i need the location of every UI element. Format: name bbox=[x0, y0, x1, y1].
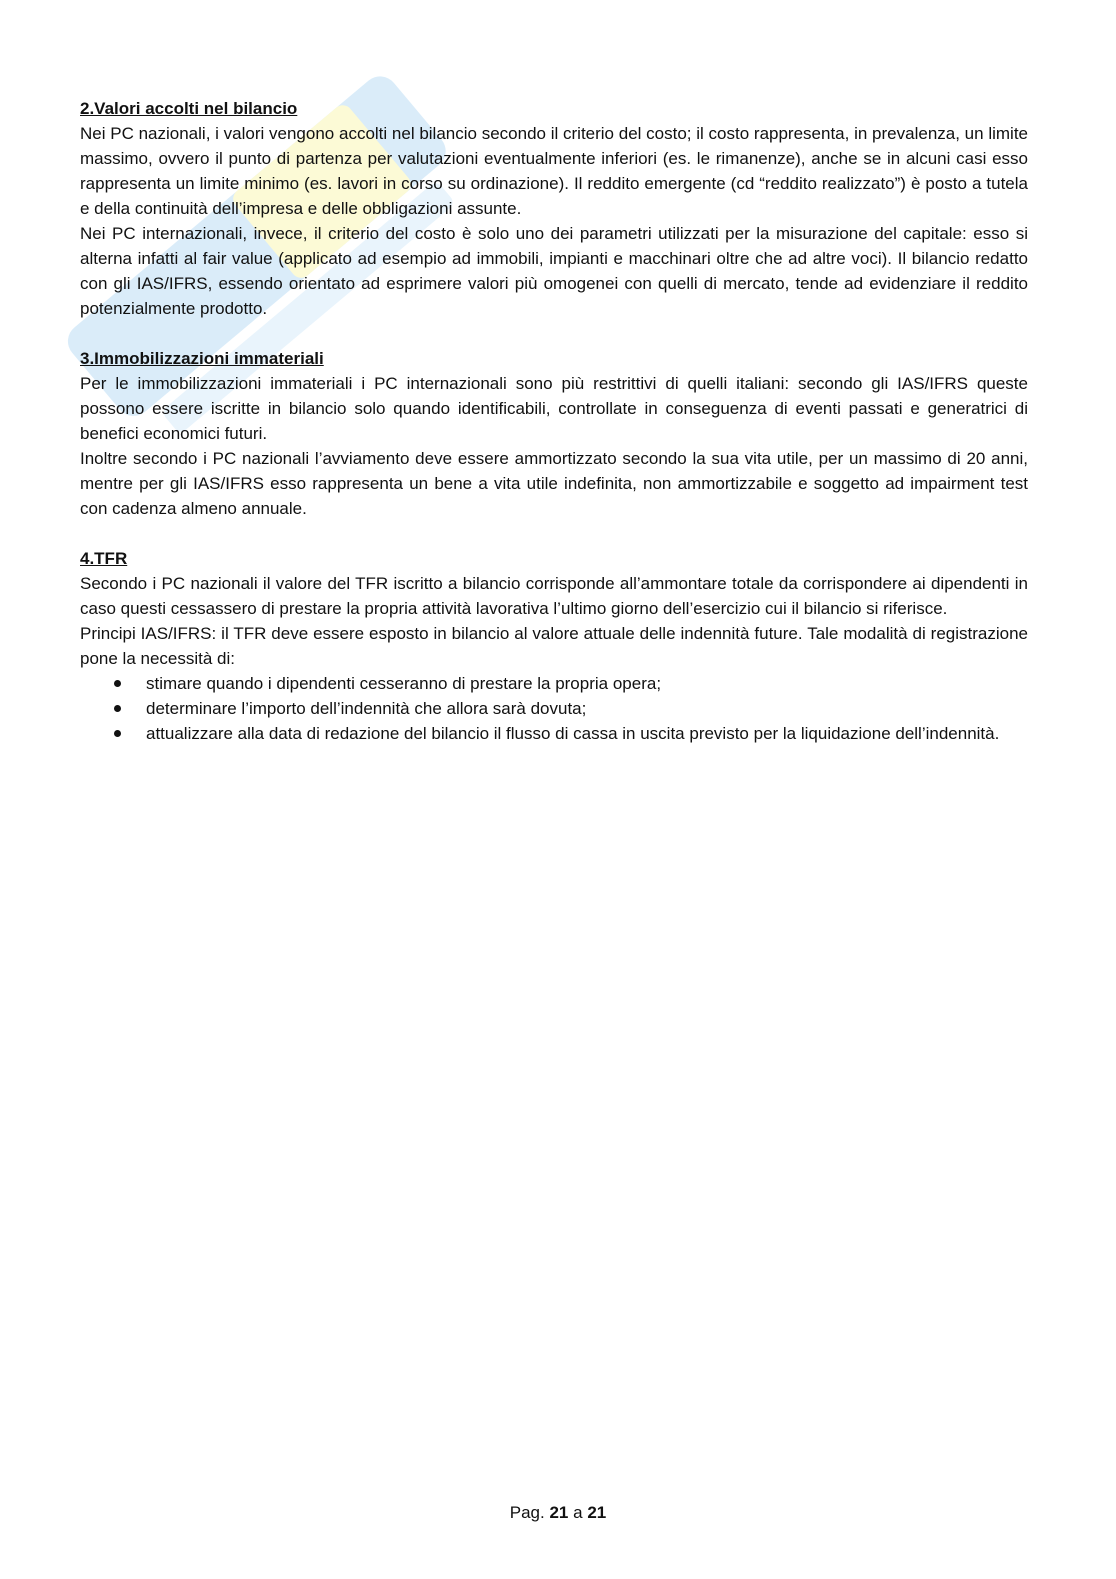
list-item bbox=[80, 671, 1028, 696]
bullet-icon bbox=[114, 680, 121, 687]
section-tfr bbox=[80, 546, 1028, 746]
list-item-text: determinare l’importo dell’indennità che allora sarà dovuta; bbox=[146, 699, 587, 718]
paragraph: Inoltre secondo i PC nazionali l’avviamento deve essere ammortizzato secondo la sua vita utile, per un massimo di 20 anni, mentre per gli IAS/IFRS esso rappresenta un bene a vita utile indefinita, non ammortizzabile e soggetto ad impairment test con cadenza almeno annuale. bbox=[80, 449, 1028, 518]
bullet-icon bbox=[114, 705, 121, 712]
bullet-icon bbox=[114, 730, 121, 737]
section-heading: 4.TFR bbox=[80, 549, 128, 568]
paragraph: Secondo i PC nazionali il valore del TFR iscritto a bilancio corrisponde all’ammontare totale da corrispondere ai dipendenti in caso questi cessassero di prestare la propria attività lavorativa l’ultimo giorno dell’esercizio cui il bilancio si riferisce. bbox=[80, 574, 1028, 618]
current-page-number: 21 bbox=[549, 1503, 569, 1522]
paragraph: Nei PC internazionali, invece, il criterio del costo è solo uno dei parametri utilizzati per la misurazione del capitale: esso si alterna infatti al fair value (applicato ad esempio ad immobili, impianti e macchinari oltre che ad altre voci). Il bilancio redatto con gli IAS/IFRS, essendo orientato ad esprimere valori più omogenei con quelli di mercato, tende ad evidenziare il reddito potenzialmente prodotto. bbox=[80, 224, 1028, 318]
bullet-list bbox=[80, 671, 1028, 746]
list-item bbox=[80, 696, 1028, 721]
footer-separator: a bbox=[573, 1503, 583, 1522]
section-immobilizzazioni-immateriali bbox=[80, 346, 1028, 521]
section-heading: 3.Immobilizzazioni immateriali bbox=[80, 349, 324, 368]
section-heading: 2.Valori accolti nel bilancio bbox=[80, 99, 298, 118]
section-valori-accolti bbox=[80, 96, 1028, 321]
list-item-text: attualizzare alla data di redazione del bilancio il flusso di cassa in uscita previsto per la liquidazione dell’indennità. bbox=[146, 724, 1000, 743]
paragraph: Per le immobilizzazioni immateriali i PC internazionali sono più restrittivi di quelli italiani: secondo gli IAS/IFRS queste possono essere iscritte in bilancio solo quando identificabili, controllate in conseguenza di eventi passati e generatrici di benefici economici futuri. bbox=[80, 374, 1028, 443]
list-item-text: stimare quando i dipendenti cesseranno di prestare la propria opera; bbox=[146, 674, 662, 693]
paragraph: Nei PC nazionali, i valori vengono accolti nel bilancio secondo il criterio del costo; il costo rappresenta, in prevalenza, un limite massimo, ovvero il punto di partenza per valutazioni eventualmente inferiori (es. le rimanenze), anche se in alcuni casi esso rappresenta un limite minimo (es. lavori in corso su ordinazione). Il reddito emergente (cd “reddito realizzato”) è posto a tutela e della continuità dell’impresa e delle obbligazioni assunte. bbox=[80, 124, 1028, 218]
total-pages-number: 21 bbox=[587, 1503, 607, 1522]
document-body bbox=[80, 96, 1028, 771]
page-footer bbox=[0, 1503, 1116, 1523]
footer-prefix: Pag. bbox=[509, 1503, 545, 1522]
paragraph: Principi IAS/IFRS: il TFR deve essere esposto in bilancio al valore attuale delle indennità future. Tale modalità di registrazione pone la necessità di: bbox=[80, 624, 1028, 668]
list-item bbox=[80, 721, 1028, 746]
